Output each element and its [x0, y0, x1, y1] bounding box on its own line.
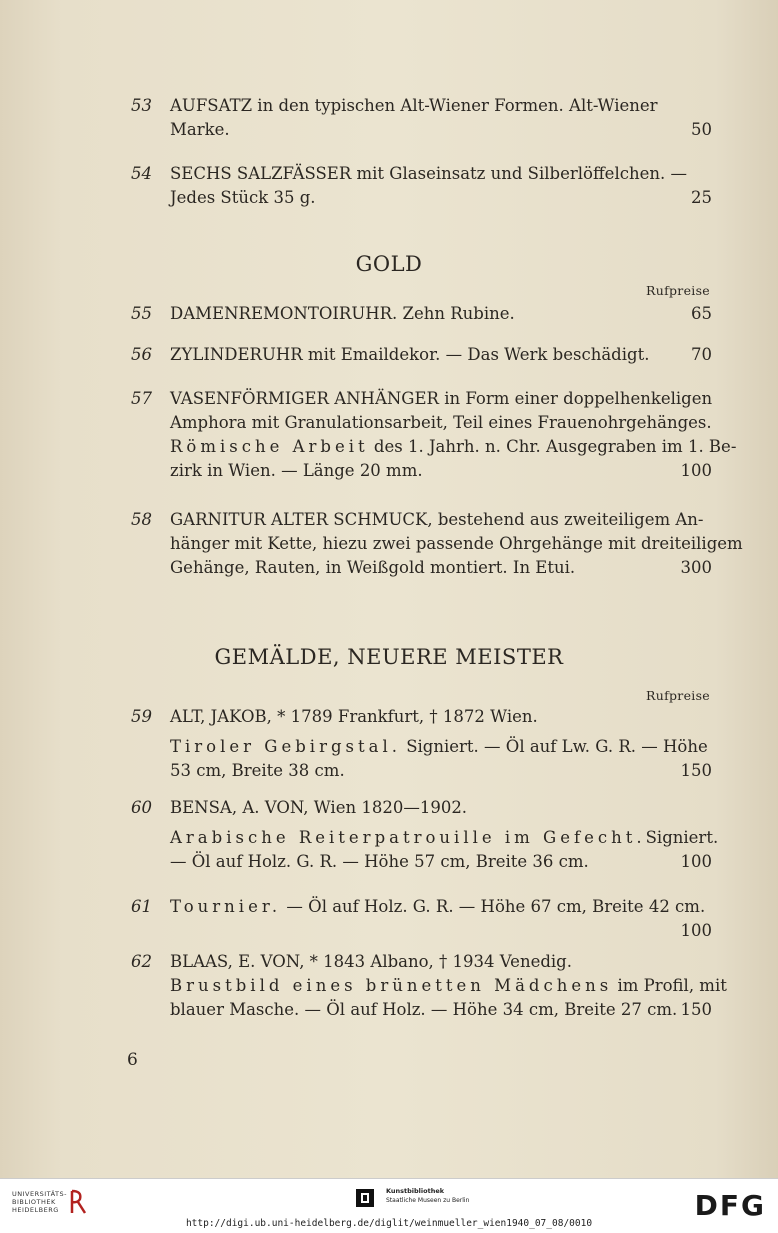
price: 150 [680, 1000, 712, 1019]
entry-line: VASENFÖRMIGER ANHÄNGER in Form einer doppelhenkeligen [170, 389, 713, 408]
lot-number: 58 [131, 510, 152, 529]
entry-line: SECHS SALZFÄSSER mit Glaseinsatz und Silberlöffelchen. — [170, 164, 687, 183]
price: 300 [680, 558, 712, 577]
lot-number: 59 [131, 707, 152, 726]
entry-line: Tournier. — Öl auf Holz. G. R. — Höhe 67 cm, Breite 42 cm. [170, 897, 706, 916]
price: 50 [691, 120, 712, 139]
section-heading-gemaelde: GEMÄLDE, NEUERE MEISTER [214, 645, 564, 669]
lot-number: 62 [131, 952, 152, 971]
price: 150 [680, 761, 712, 780]
price: 100 [680, 852, 712, 871]
price: 100 [680, 921, 712, 940]
price: 70 [691, 345, 712, 364]
lot-number: 53 [131, 96, 152, 115]
spaced-title: Brustbild eines brünetten Mädchens [170, 976, 613, 995]
dfg-logo[interactable]: DFG [694, 1189, 766, 1222]
page-number: 6 [127, 1050, 138, 1070]
entry-line: Arabische Reiterpatrouille im Gefecht. Signiert. [170, 826, 712, 850]
entry-line: AUFSATZ in den typischen Alt-Wiener Formen. Alt-Wiener [170, 96, 658, 115]
entry-line: Tiroler Gebirgstal. Signiert. — Öl auf Lw. G. R. — Höhe [170, 737, 708, 756]
entry-line: hänger mit Kette, hiezu zwei passende Ohrgehänge mit dreiteiligem [170, 534, 743, 553]
entry-line: zirk in Wien. — Länge 20 mm. 100 [170, 459, 712, 483]
lot-number: 57 [131, 389, 152, 408]
entry-line: BENSA, A. VON, Wien 1820—1902. [170, 798, 468, 817]
price: 100 [680, 461, 712, 480]
spaced-title: Arabische Reiterpatrouille im Gefecht. [170, 828, 646, 847]
entry-line: BLAAS, E. VON, * 1843 Albano, † 1934 Venedig. [170, 952, 572, 971]
entry-line: blauer Masche. — Öl auf Holz. — Höhe 34 cm, Breite 27 cm. 150 [170, 998, 712, 1022]
source-url[interactable]: http://digi.ub.uni-heidelberg.de/diglit/weinmueller_wien1940_07_08/0010 [185, 1218, 593, 1229]
entry-line: 53 cm, Breite 38 cm. 150 [170, 759, 712, 783]
entry-line: GARNITUR ALTER SCHMUCK, bestehend aus zweiteiligem An- [170, 510, 704, 529]
entry-line [170, 919, 712, 943]
viewer-footer [0, 1178, 778, 1233]
price: 65 [691, 304, 712, 323]
entry-line: ZYLINDERUHR mit Emaildekor. — Das Werk beschädigt. 70 [170, 343, 712, 367]
spaced-title: Tiroler Gebirgstal. [170, 737, 401, 756]
kunstbibliothek-label[interactable]: Kunstbibliothek Staatliche Museen zu Berlin [386, 1187, 470, 1204]
lot-number: 61 [131, 897, 152, 916]
entry-line: Gehänge, Rauten, in Weißgold montiert. In Etui. 300 [170, 556, 712, 580]
kunstbibliothek-logo-icon[interactable] [356, 1189, 374, 1207]
entry-line: Brustbild eines brünetten Mädchens im Profil, mit [170, 976, 727, 995]
entry-line: DAMENREMONTOIRUHR. Zehn Rubine. 65 [170, 302, 712, 326]
lot-number: 56 [131, 345, 152, 364]
university-library-label[interactable]: UNIVERSITÄTS- BIBLIOTHEK HEIDELBERG [12, 1190, 67, 1214]
section-heading-gold: GOLD [355, 252, 423, 276]
spaced-title: Römische Arbeit [170, 437, 369, 456]
entry-line: Amphora mit Granulationsarbeit, Teil eines Frauenohrgehänges. [170, 413, 712, 432]
lot-number: 60 [131, 798, 152, 817]
spaced-title: Tournier. [170, 897, 282, 916]
entry-line: — Öl auf Holz. G. R. — Höhe 57 cm, Breite 36 cm. 100 [170, 850, 712, 874]
entry-line: ALT, JAKOB, * 1789 Frankfurt, † 1872 Wien. [170, 707, 538, 726]
lot-number: 55 [131, 304, 152, 323]
entry-line: Römische Arbeit des 1. Jahrh. n. Chr. Ausgegraben im 1. Be- [170, 437, 737, 456]
entry-line: Marke. 50 [170, 118, 712, 142]
rufpreise-label: Rufpreise [646, 283, 710, 298]
price: 25 [691, 188, 712, 207]
lot-number: 54 [131, 164, 152, 183]
entry-line: Jedes Stück 35 g. 25 [170, 186, 712, 210]
university-seal-icon[interactable] [68, 1187, 90, 1217]
rufpreise-label: Rufpreise [646, 688, 710, 703]
